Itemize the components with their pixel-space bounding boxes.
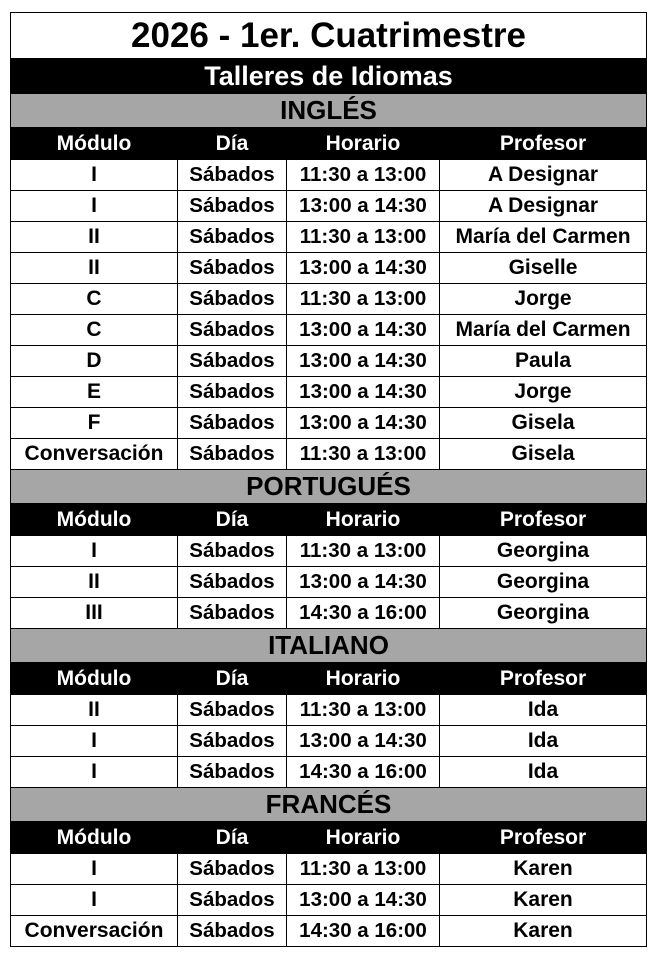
column-header-modulo: Módulo [11, 128, 178, 160]
cell-modulo: I [11, 726, 178, 757]
column-header-modulo: Módulo [11, 504, 178, 536]
cell-modulo: I [11, 191, 178, 222]
cell-dia: Sábados [178, 439, 287, 470]
cell-dia: Sábados [178, 726, 287, 757]
column-header-profesor: Profesor [440, 822, 647, 854]
page-subtitle: Talleres de Idiomas [11, 59, 647, 94]
cell-horario: 13:00 a 14:30 [287, 726, 440, 757]
cell-dia: Sábados [178, 408, 287, 439]
table-row [11, 315, 647, 346]
cell-dia: Sábados [178, 253, 287, 284]
cell-horario: 13:00 a 14:30 [287, 408, 440, 439]
column-header-modulo: Módulo [11, 822, 178, 854]
cell-profesor: Karen [440, 854, 647, 885]
cell-dia: Sábados [178, 160, 287, 191]
column-header-horario: Horario [287, 128, 440, 160]
table-row [11, 598, 647, 629]
cell-modulo: I [11, 854, 178, 885]
column-header-horario: Horario [287, 822, 440, 854]
cell-horario: 13:00 a 14:30 [287, 191, 440, 222]
column-header-horario: Horario [287, 504, 440, 536]
cell-profesor: María del Carmen [440, 222, 647, 253]
cell-profesor: Gisela [440, 439, 647, 470]
cell-horario: 11:30 a 13:00 [287, 160, 440, 191]
table-row [11, 885, 647, 916]
cell-modulo: F [11, 408, 178, 439]
table-row [11, 916, 647, 947]
cell-modulo: C [11, 284, 178, 315]
cell-modulo: C [11, 315, 178, 346]
language-section-header [11, 629, 647, 663]
table-row [11, 222, 647, 253]
cell-horario: 13:00 a 14:30 [287, 346, 440, 377]
column-header-dia: Día [178, 663, 287, 695]
table-row [11, 854, 647, 885]
cell-profesor: Jorge [440, 284, 647, 315]
cell-dia: Sábados [178, 536, 287, 567]
cell-profesor: Gisela [440, 408, 647, 439]
cell-profesor: Karen [440, 916, 647, 947]
cell-horario: 14:30 a 16:00 [287, 757, 440, 788]
cell-dia: Sábados [178, 598, 287, 629]
column-header-dia: Día [178, 504, 287, 536]
cell-profesor: Georgina [440, 567, 647, 598]
cell-horario: 11:30 a 13:00 [287, 854, 440, 885]
cell-modulo: I [11, 885, 178, 916]
cell-horario: 13:00 a 14:30 [287, 315, 440, 346]
cell-dia: Sábados [178, 695, 287, 726]
column-header-dia: Día [178, 128, 287, 160]
column-header-row [11, 128, 647, 160]
table-row [11, 536, 647, 567]
cell-modulo: D [11, 346, 178, 377]
cell-horario: 11:30 a 13:00 [287, 439, 440, 470]
cell-horario: 13:00 a 14:30 [287, 885, 440, 916]
cell-profesor: A Designar [440, 160, 647, 191]
language-title: ITALIANO [11, 629, 647, 663]
cell-horario: 13:00 a 14:30 [287, 253, 440, 284]
cell-horario: 11:30 a 13:00 [287, 284, 440, 315]
language-section-header [11, 94, 647, 128]
table-row [11, 377, 647, 408]
language-title: INGLÉS [11, 94, 647, 128]
language-title: FRANCÉS [11, 788, 647, 822]
table-row [11, 346, 647, 377]
cell-modulo: E [11, 377, 178, 408]
cell-modulo: I [11, 160, 178, 191]
cell-horario: 13:00 a 14:30 [287, 567, 440, 598]
cell-profesor: Ida [440, 726, 647, 757]
language-section-header [11, 470, 647, 504]
table-row [11, 439, 647, 470]
cell-profesor: Karen [440, 885, 647, 916]
cell-modulo: II [11, 222, 178, 253]
cell-modulo: Conversación [11, 916, 178, 947]
table-row [11, 726, 647, 757]
cell-profesor: Georgina [440, 598, 647, 629]
cell-dia: Sábados [178, 284, 287, 315]
table-row [11, 695, 647, 726]
column-header-row [11, 504, 647, 536]
column-header-horario: Horario [287, 663, 440, 695]
cell-profesor: Paula [440, 346, 647, 377]
cell-modulo: Conversación [11, 439, 178, 470]
cell-dia: Sábados [178, 377, 287, 408]
language-title: PORTUGUÉS [11, 470, 647, 504]
cell-horario: 13:00 a 14:30 [287, 377, 440, 408]
column-header-row [11, 663, 647, 695]
subtitle-row [11, 59, 647, 94]
cell-profesor: Giselle [440, 253, 647, 284]
column-header-profesor: Profesor [440, 663, 647, 695]
table-row [11, 284, 647, 315]
cell-modulo: II [11, 695, 178, 726]
cell-dia: Sábados [178, 757, 287, 788]
cell-profesor: Ida [440, 695, 647, 726]
column-header-dia: Día [178, 822, 287, 854]
cell-profesor: A Designar [440, 191, 647, 222]
cell-modulo: II [11, 567, 178, 598]
cell-dia: Sábados [178, 315, 287, 346]
cell-dia: Sábados [178, 346, 287, 377]
language-section-header [11, 788, 647, 822]
cell-modulo: II [11, 253, 178, 284]
column-header-modulo: Módulo [11, 663, 178, 695]
cell-dia: Sábados [178, 885, 287, 916]
cell-horario: 11:30 a 13:00 [287, 695, 440, 726]
cell-horario: 11:30 a 13:00 [287, 536, 440, 567]
cell-modulo: I [11, 757, 178, 788]
cell-horario: 14:30 a 16:00 [287, 916, 440, 947]
table-row [11, 191, 647, 222]
table-row [11, 567, 647, 598]
cell-profesor: María del Carmen [440, 315, 647, 346]
table-row [11, 408, 647, 439]
cell-dia: Sábados [178, 222, 287, 253]
cell-modulo: I [11, 536, 178, 567]
schedule-table [10, 12, 647, 947]
cell-profesor: Jorge [440, 377, 647, 408]
table-row [11, 757, 647, 788]
page-title: 2026 - 1er. Cuatrimestre [11, 13, 647, 59]
cell-dia: Sábados [178, 567, 287, 598]
cell-dia: Sábados [178, 916, 287, 947]
cell-dia: Sábados [178, 854, 287, 885]
cell-modulo: III [11, 598, 178, 629]
title-row [11, 13, 647, 59]
column-header-row [11, 822, 647, 854]
cell-profesor: Ida [440, 757, 647, 788]
table-row [11, 160, 647, 191]
cell-dia: Sábados [178, 191, 287, 222]
column-header-profesor: Profesor [440, 128, 647, 160]
cell-horario: 14:30 a 16:00 [287, 598, 440, 629]
table-row [11, 253, 647, 284]
column-header-profesor: Profesor [440, 504, 647, 536]
cell-profesor: Georgina [440, 536, 647, 567]
cell-horario: 11:30 a 13:00 [287, 222, 440, 253]
